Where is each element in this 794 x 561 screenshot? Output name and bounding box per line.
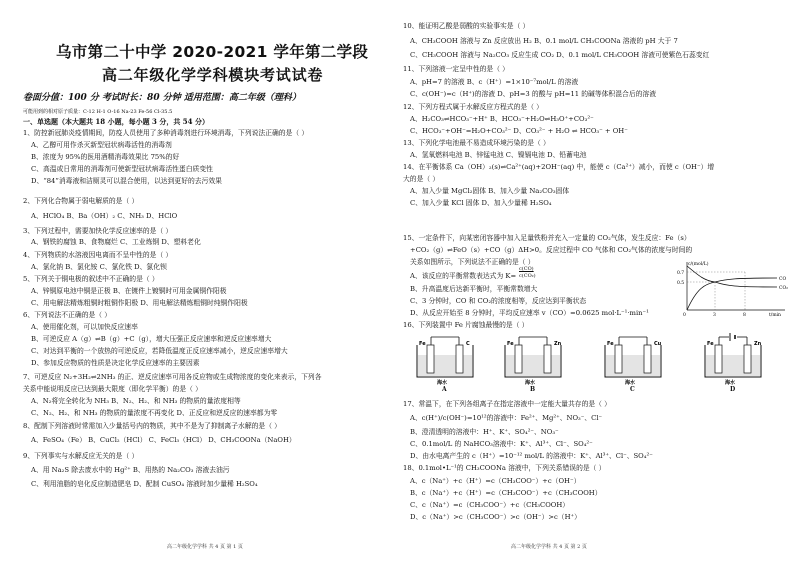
option-line: B、澄清透明的溶液中：H⁺、K⁺、SO₄²⁻、NO₃⁻	[410, 428, 559, 436]
electrode-left	[615, 345, 622, 373]
origin-tick: 0	[683, 313, 686, 318]
option-line: D、“84”消毒液和洁厕灵可以混合使用，以达到更好的去污效果	[31, 177, 222, 185]
device-d	[697, 333, 769, 385]
question-9: 9、下列事实与水解反应无关的是（ ）	[23, 452, 139, 460]
option-line: D、由水电离产生的 c（H⁺）=10⁻¹² mol/L 的溶液中：K⁺、Al³⁺、Cl⁻、SO₄²⁻	[410, 452, 653, 460]
co-curve	[687, 278, 777, 310]
device-a	[409, 333, 481, 385]
y-tick-07: 0.7	[677, 271, 685, 276]
option-line: A、HClO₄ B、Ba（OH）₂ C、NH₃ D、HClO	[31, 212, 178, 220]
seawater	[506, 355, 560, 376]
option-line: C、HCO₃⁻+OH⁻=H₂O+CO₃²⁻ D、CO₃²⁻ + H₂O ⇌ HCO₃⁻ + OH⁻	[410, 127, 628, 135]
left-electrode-label: Fe	[419, 341, 426, 347]
question-15-cont: 关系如图所示，下列说法不正确的是（ ）	[410, 258, 535, 266]
exam-title-line1: 乌市第二十中学 2020-2021 学年第二学段	[56, 43, 369, 61]
question-7-cont: 关系中能说明反应已达到最大限度（即化学平衡）的是（ ）	[23, 385, 202, 393]
option-line: A、pH=7 的溶液 B、c（H⁺）=1×10⁻⁷mol/L 的溶液	[410, 78, 579, 86]
page-footer: 高二年级化学学科 共 4 页 第 1 页	[167, 544, 243, 550]
question-5: 5、下列关于铜电极的叙述中不正确的是（ ）	[23, 275, 159, 283]
option-line: D、参加反应物质的性质是决定化学反应速率的主要因素	[31, 359, 200, 367]
exam-title-line2: 高二年级化学学科模块考试试卷	[102, 66, 324, 84]
seawater	[606, 355, 660, 376]
option-line: A、氯化钠 B、氯化铵 C、氯化铁 D、氯化钡	[31, 263, 167, 271]
electrode-right	[744, 345, 751, 373]
exam-meta: 卷面分值：100 分 考试时长：80 分钟 适用范围：高二年级（理科）	[23, 93, 301, 103]
right-electrode-label: C	[466, 341, 470, 347]
question-17: 17、常温下，在下列各组离子在指定溶液中一定能大量共存的是（ ）	[403, 400, 611, 408]
solution-label: 海水	[725, 380, 736, 385]
option-line: A、用 Na₂S 除去废水中的 Hg²⁺ B、用热的 Na₂CO₃ 溶液去油污	[31, 466, 230, 474]
solution-label: 海水	[525, 380, 536, 385]
option-line: A、乙醇可用作杀灭新型冠状病毒活性的消毒剂	[31, 141, 172, 149]
x-label: t/min	[769, 313, 781, 318]
option-line: A、CH₃COOH 溶液与 Zn 反应放出 H₂ B、0.1 mol/L CH₃COONa 溶液的 pH 大于 7	[410, 37, 678, 45]
seawater	[418, 355, 472, 376]
option-line: D、从反应开始至 8 分钟时，平均反应速率 v（CO）=0.0625 mol·L⁻¹·min⁻¹	[410, 309, 649, 317]
option-line: A、H₂CO₃⇌HCO₃⁻+H⁺ B、HCO₃⁻+H₂O⇌H₃O⁺+CO₃²⁻	[410, 115, 594, 123]
right-electrode-label: Cu	[654, 341, 662, 347]
right-electrode-label: Zn	[554, 341, 562, 347]
electrode-left	[715, 345, 722, 373]
option-line: C、利用油脂的皂化反应制造肥皂 D、配制 CuSO₄ 溶液时加少量稀 H₂SO₄	[31, 480, 258, 488]
option-line: A、钢铁的腐蚀 B、食物腐烂 C、工业炼钢 D、塑料老化	[31, 238, 201, 246]
option-line: A、FeSO₄（Fe） B、CuCl₂（HCl） C、FeCl₃（HCl） D、CH₃COONa（NaOH）	[31, 436, 296, 444]
option-line: B、c（Na⁺）+c（H⁺）=c（CH₃COO⁻）+c（CH₃COOH）	[410, 489, 602, 497]
electrode-left	[427, 345, 434, 373]
question-10: 10、能证明乙酸是弱酸的实验事实是（ ）	[403, 22, 530, 30]
device-d-label: D	[730, 386, 736, 393]
electrode-left	[515, 345, 522, 373]
left-electrode-label: Fe	[707, 341, 714, 347]
electrode-right	[544, 345, 551, 373]
left-electrode-label: Fe	[607, 341, 614, 347]
option-line: A、该反应的平衡常数表达式为 K=	[410, 272, 517, 280]
seawater	[706, 355, 760, 376]
series-co2-label: CO₂	[779, 286, 788, 291]
series-co-label: CO	[779, 277, 787, 282]
x-tick-8: 8	[743, 313, 746, 318]
question-14-cont: 大的是（ ）	[403, 175, 440, 183]
atomic-masses: 可能用到的相对原子质量：C-12 H-1 O-16 Na-23 Fe-56 Cl-35.5	[23, 109, 173, 115]
option-line: C、高温或日常用的消毒剂可使新型冠状病毒活性蛋白质变性	[31, 165, 213, 173]
question-18: 18、0.1mol•L⁻¹的 CH₃COONa 溶液中，下列关系错误的是（ ）	[403, 464, 606, 472]
y-tick-05: 0.5	[677, 281, 685, 286]
option-line: C、c（Na⁺）=c（CH₃COO⁻）+c（CH₃COOH）	[410, 501, 570, 509]
device-b-label: B	[530, 386, 536, 393]
option-line: C、加入少量 KCl 固体 D、加入少量稀 H₂SO₄	[410, 199, 552, 207]
section-heading: 一、单选题（本大题共 18 小题，每小题 3 分，共 54 分）	[23, 117, 209, 126]
concentration-time-graph	[675, 258, 793, 318]
device-b	[497, 333, 569, 385]
question-14: 14、在平衡体系 Ca（OH）₂(s)⇌Ca²⁺(aq)+2OH⁻(aq) 中，能使 c（Ca²⁺）减小，而使 c（OH⁻）增	[403, 163, 715, 171]
question-16: 16、下列装置中 Fe 片腐蚀最慢的是（ ）	[403, 321, 529, 329]
question-1: 1、防控新冠肺炎疫情期间，防疫人员使用了多种消毒剂进行环境消毒，下列说法正确的是（ ）	[23, 129, 309, 137]
option-line: A、锌铜原电池中铜是正极 B、在镀件上镀铜时可用金属铜作阳极	[31, 287, 227, 295]
question-13: 13、下列化学电池最不易造成环境污染的是（ ）	[403, 139, 550, 147]
option-line: C、对达到平衡的一个放热的可逆反应，若降低温度正反应速率减小，逆反应速率增大	[31, 347, 288, 355]
question-7: 7、可逆反应 N₂+3H₂⇌2NH₃ 的正、逆反应速率可用各反应物或生成物浓度的变化来表示，下列各	[23, 373, 322, 381]
left-electrode-label: Fe	[507, 341, 514, 347]
k-numerator: c(CO)	[519, 266, 534, 272]
y-label: c/(mol/L)	[688, 262, 709, 267]
option-line: C、N₂、H₂、和 NH₃ 的物质的量浓度不再变化 D、正反应和逆反应的速率都为零	[31, 409, 278, 417]
x-tick-3: 3	[713, 313, 716, 318]
option-line: C、3 分钟时，CO 和 CO₂的浓度相等，反应达到平衡状态	[410, 297, 587, 305]
option-line: A、c（Na⁺）+c（H⁺）=c（CH₃COO⁻）+c（OH⁻）	[410, 477, 581, 485]
option-line: A、氢氧燃料电池 B、锌锰电池 C、镍镉电池 D、铅蓄电池	[410, 151, 587, 159]
co2-curve	[687, 266, 777, 287]
question-15: 15、一定条件下，向某密闭容器中加入足量铁粉并充入一定量的 CO₂气体，发生反应：Fe（s）	[403, 234, 691, 242]
device-c-label: C	[630, 386, 635, 393]
question-8: 8、配制下列溶液时常需加入少量括号内的物质，其中不是为了抑制离子水解的是（ ）	[23, 422, 281, 430]
option-line: B、升高温度后达新平衡时，平衡常数增大	[410, 285, 538, 293]
option-line: C、用电解法精炼粗铜时粗铜作阳极 D、用电解法精炼粗铜时纯铜作阳极	[31, 299, 248, 307]
option-line: C、CH₃COOH 溶液与 Na₂CO₃ 反应生成 CO₂ D、0.1 mol/L CH₃COOH 溶液可使紫色石蕊变红	[410, 51, 710, 59]
option-line: B、可逆反应 A（g）⇌B（g）+C（g），增大压强正反应速率和逆反应速率增大	[31, 335, 272, 343]
option-line: C、c(OH⁻)=c（H⁺)的溶液 D、pH=3 的酸与 pH=11 的碱等体积混合后的溶液	[410, 90, 657, 98]
device-a-label: A	[442, 386, 447, 393]
device-c	[597, 333, 669, 385]
option-line: B、浓度为 95%的医用酒精消毒效果比 75%的好	[31, 153, 180, 161]
page-footer: 高二年级化学学科 共 4 页 第 2 页	[511, 544, 587, 550]
electrode-right	[644, 345, 651, 373]
question-15-cont: +CO₂（g）⇌FeO（s）+CO（g）ΔH>0。反应过程中 CO 气体和 CO₂气体的浓度与时间的	[410, 246, 693, 254]
question-4: 4、下列物质的水溶液因电离而不呈中性的是（ ）	[23, 251, 173, 259]
option-line: A、N₂将完全转化为 NH₃ B、N₂、H₂、和 NH₃ 的物质的量浓度相等	[31, 397, 241, 405]
question-6: 6、下列说法不正确的是（ ）	[23, 311, 112, 319]
option-line: A、使用催化剂，可以加快反应速率	[31, 323, 138, 331]
electrode-right	[456, 345, 463, 373]
solution-label: 海水	[625, 380, 636, 385]
question-11: 11、下列溶液一定呈中性的是（ ）	[403, 65, 509, 73]
option-line: A、c(H⁺)/c(OH⁻)=10¹²的溶液中：Fe²⁺、Mg²⁺、NO₃⁻、Cl⁻	[410, 414, 603, 422]
k-denominator: c(CO₂)	[519, 273, 536, 279]
question-3: 3、下列过程中，需要加快化学反应速率的是（ ）	[23, 227, 173, 235]
option-line: A、加入少量 MgCl₂固体 B、加入少量 Na₂CO₃固体	[410, 187, 570, 195]
option-line: C、0.1mol/L 的 NaHCO₃溶液中：K⁺、Al³⁺、Cl⁻、SO₄²⁻	[410, 440, 593, 448]
right-electrode-label: Zn	[754, 341, 762, 347]
solution-label: 海水	[437, 380, 448, 385]
question-12: 12、下列方程式属于水解反应方程式的是（ ）	[403, 103, 543, 111]
right-page	[397, 0, 794, 561]
option-line: D、c（Na⁺）>c（CH₃COO⁻）>c（OH⁻）>c（H⁺）	[410, 513, 581, 521]
question-2: 2、下列化合物属于弱电解质的是（ ）	[23, 197, 139, 205]
